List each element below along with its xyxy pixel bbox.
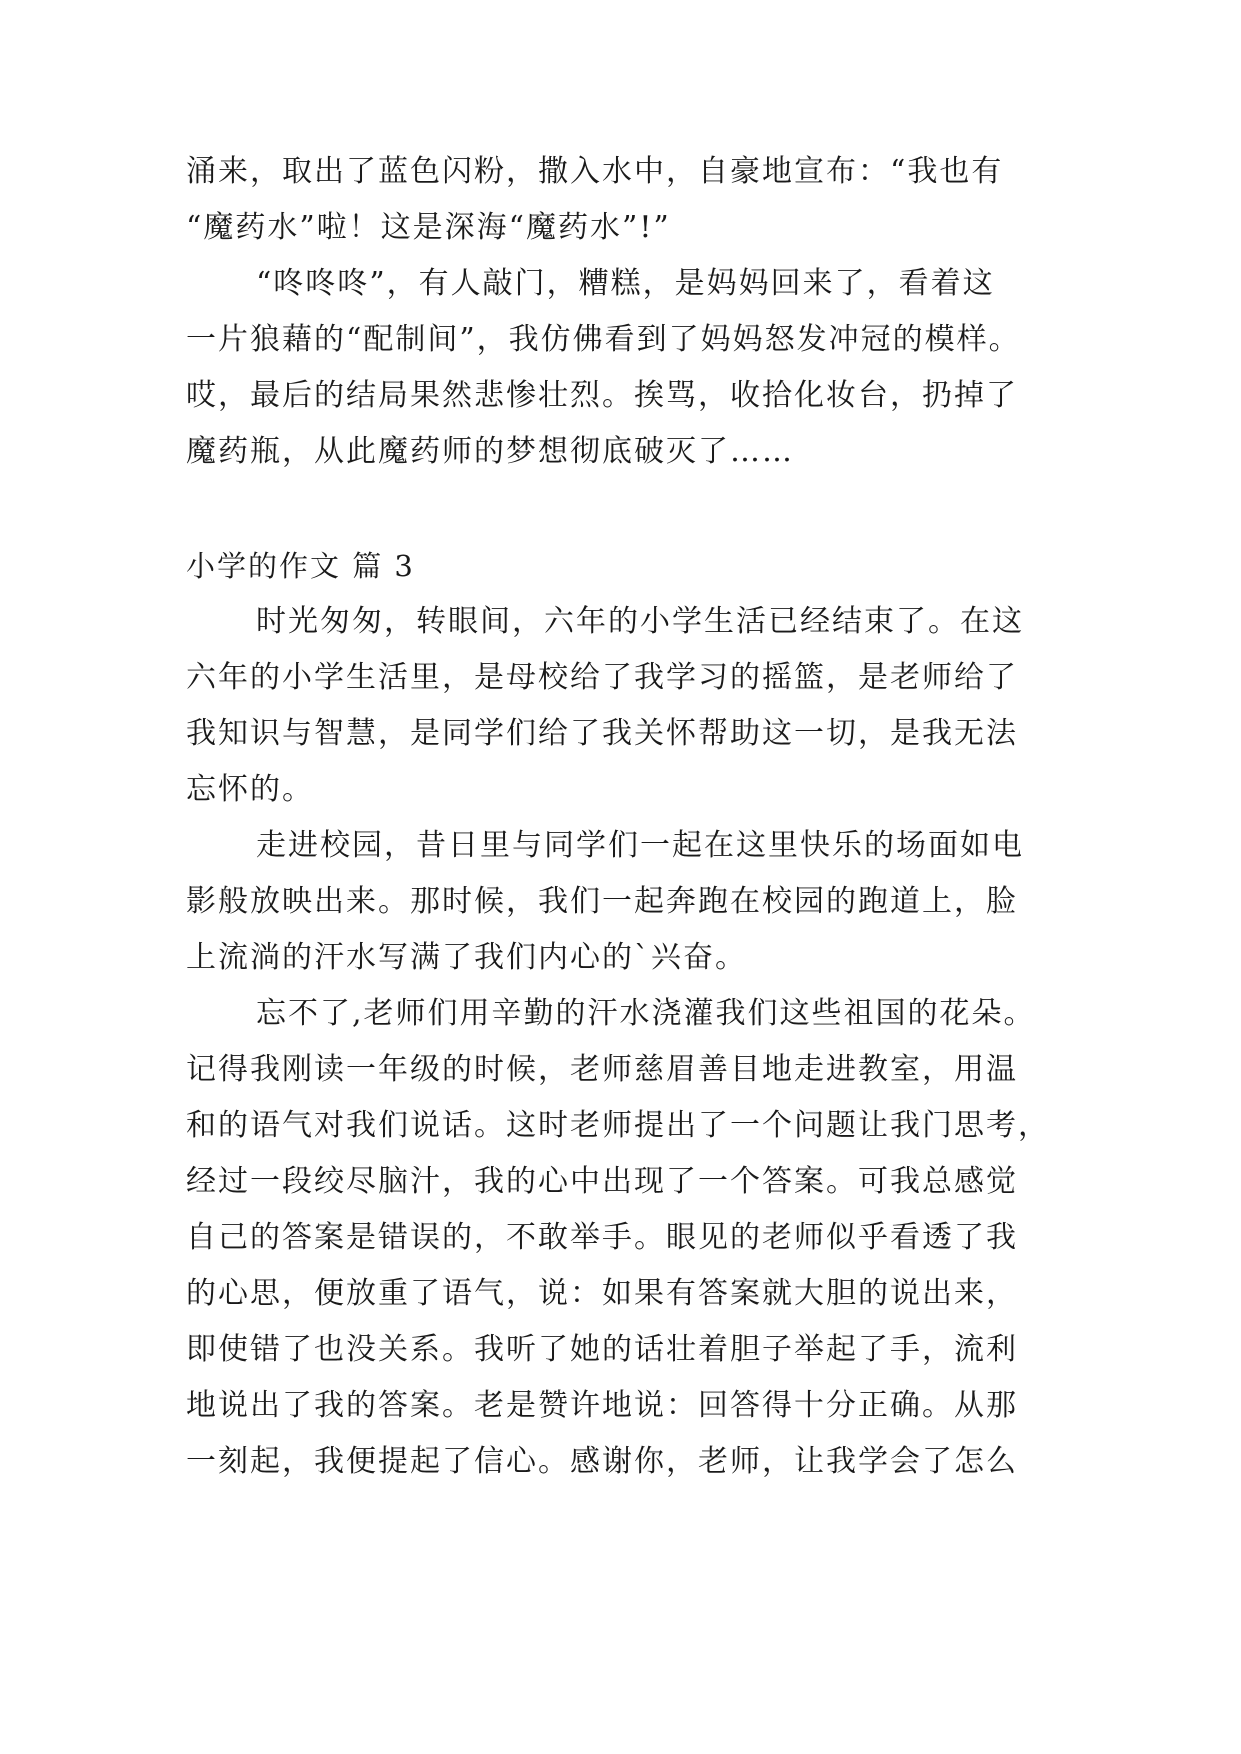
paragraph-2-line-2: 一片狼藉的“配制间”，我仿佛看到了妈妈怒发冲冠的模样。 (186, 322, 1021, 357)
paragraph-5-line-1: 忘不了,老师们用辛勤的汗水浇灌我们这些祖国的花朵。 (256, 996, 1036, 1031)
paragraph-1-line-1: 涌来，取出了蓝色闪粉，撒入水中，自豪地宣布：“我也有 (186, 154, 1004, 189)
paragraph-3-line-4: 忘怀的。 (186, 772, 314, 807)
paragraph-4-line-1: 走进校园，昔日里与同学们一起在这里快乐的场面如电 (256, 828, 1024, 863)
section-heading: 小学的作文 篇 3 (186, 549, 415, 583)
paragraph-5-line-4: 经过一段绞尽脑汁，我的心中出现了一个答案。可我总感觉 (186, 1164, 1018, 1199)
paragraph-5-line-3: 和的语气对我们说话。这时老师提出了一个问题让我门思考， (186, 1108, 1050, 1143)
paragraph-5-line-6: 的心思，便放重了语气，说：如果有答案就大胆的说出来， (186, 1276, 1018, 1311)
paragraph-2-line-3: 哎，最后的结局果然悲惨壮烈。挨骂，收拾化妆台，扔掉了 (186, 378, 1018, 413)
paragraph-5-line-9: 一刻起，我便提起了信心。感谢你，老师，让我学会了怎么 (186, 1444, 1018, 1479)
paragraph-3-line-1: 时光匆匆，转眼间，六年的小学生活已经结束了。在这 (256, 604, 1024, 639)
paragraph-3-line-2: 六年的小学生活里，是母校给了我学习的摇篮，是老师给了 (186, 660, 1018, 695)
paragraph-5-line-8: 地说出了我的答案。老是赞许地说：回答得十分正确。从那 (186, 1388, 1018, 1423)
paragraph-5-line-5: 自己的答案是错误的，不敢举手。眼见的老师似乎看透了我 (186, 1220, 1018, 1255)
paragraph-4-line-3: 上流淌的汗水写满了我们内心的`兴奋。 (186, 940, 747, 975)
paragraph-3-line-3: 我知识与智慧，是同学们给了我关怀帮助这一切，是我无法 (186, 716, 1018, 751)
paragraph-1-line-2: “魔药水”啦！这是深海“魔药水”!” (186, 210, 671, 245)
paragraph-2-line-1: “咚咚咚”，有人敲门，糟糕，是妈妈回来了，看着这 (256, 266, 995, 301)
paragraph-2-line-4: 魔药瓶，从此魔药师的梦想彻底破灭了…… (186, 434, 794, 469)
paragraph-5-line-2: 记得我刚读一年级的时候，老师慈眉善目地走进教室，用温 (186, 1052, 1018, 1087)
paragraph-4-line-2: 影般放映出来。那时候，我们一起奔跑在校园的跑道上，脸 (186, 884, 1018, 919)
paragraph-5-line-7: 即使错了也没关系。我听了她的话壮着胆子举起了手，流利 (186, 1332, 1018, 1367)
